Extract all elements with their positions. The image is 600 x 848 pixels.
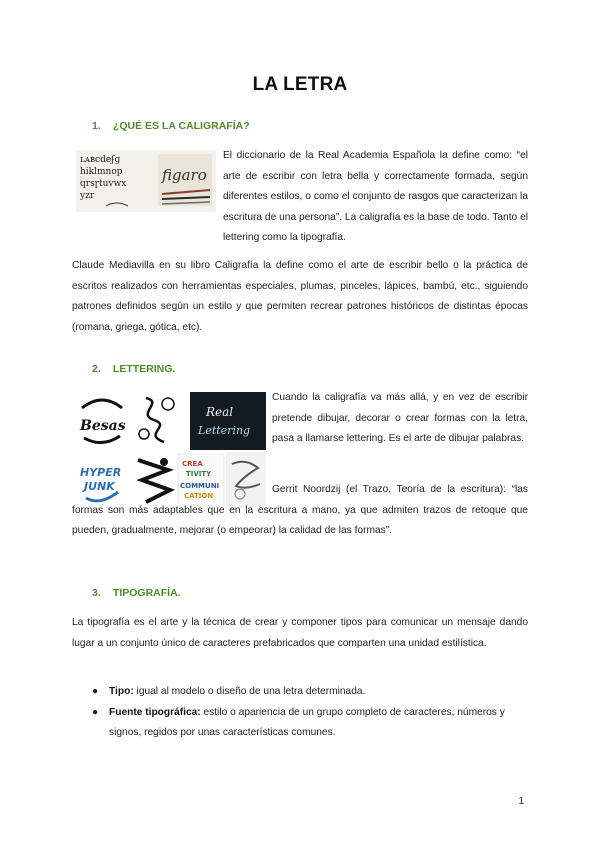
section-1-paragraph-1-wrap xyxy=(223,146,528,249)
definition-list xyxy=(92,682,528,744)
list-item xyxy=(92,703,528,744)
section-3-paragraph-1: La tipografía es el arte y la técnica de crear y componer tipos para comunicar un mensaje dando lugar a un conjunto único de caracteres prefabricados que comparten una unidad estilística. xyxy=(72,617,528,649)
calligraphy-word: figaro xyxy=(162,166,207,184)
lettering-tile-3-text-a: Real xyxy=(206,405,234,419)
bullet-icon: ● xyxy=(92,706,99,718)
calligraphy-row-3: qrsɼtuvwx xyxy=(80,179,127,189)
bullet-icon: ● xyxy=(92,686,99,697)
section-2-paragraph-1: Cuando la caligrafía va más allá, y en vez de escribir pretende dibujar, decorar o crear formas con la letra, pasa a llamarse lettering. Es el arte de dibujar palabras. xyxy=(272,392,528,445)
calligraphy-row-1: ʟᴀʙcdeʄg xyxy=(80,155,121,165)
calligraphy-illustration xyxy=(76,150,216,212)
section-1-title: ¿QUÉ ES LA CALIGRAFÍA? xyxy=(112,120,250,132)
calligraphy-row-2: hiklmnop xyxy=(80,167,123,177)
list-item-text: igual al modelo o diseño de una letra determinada. xyxy=(133,686,366,697)
calligraphy-row-4: yzr xyxy=(80,191,95,201)
section-2-paragraph-2: Gerrit Noordzij (el Trazo, Teoría de la escritura): “las formas son más adaptables que en la escritura a mano, ya que admiten trazos de retoque que pueden, gradualmente, mejorar (o empeorar) la calidad de las formas”. xyxy=(72,484,528,537)
list-item-term: Tipo: xyxy=(109,686,134,697)
lettering-tile-6-text-b: TIVITY xyxy=(186,470,212,478)
lettering-tile-6-text-c: COMMUNI xyxy=(180,482,220,490)
section-3-number: 3. xyxy=(92,587,101,599)
page-title: LA LETRA xyxy=(252,74,348,95)
list-item xyxy=(92,682,528,703)
lettering-tile-4-text-b: JUNK xyxy=(84,480,115,493)
lettering-tile-1-text: Besas xyxy=(80,418,126,434)
section-1-paragraph-1: El diccionario de la Real Academia Española la define como: “el arte de escribir con letra bella y correctamente formada, según diferentes estilos, o como el conjunto de rasgos que caracterizan la escritura de una persona”. La caligrafía es la base de todo. Tanto el lettering como la tipografía. xyxy=(223,150,528,244)
section-3-heading xyxy=(92,587,181,599)
lettering-tile-6-text-d: CATION xyxy=(184,492,214,500)
calligraphy-image xyxy=(76,150,216,212)
section-1-paragraph-2: Claude Mediavilla en su libro Caligrafía la define como el arte de escribir bello o la práctica de escritos realizados con herramientas especiales, plumas, pinceles, lápices, bambú, etc., siguiendo patrones definidos según un estilo y que permiten recrear patrones históricos de distintas épocas (romana, griega, gótica, etc). xyxy=(72,260,528,333)
lettering-tile-6-text-a: CREA xyxy=(182,460,203,468)
section-2-title: LETTERING. xyxy=(112,363,176,375)
lettering-tile-4-text-a: HYPER xyxy=(80,466,122,479)
section-2-heading xyxy=(92,363,175,375)
section-1-heading xyxy=(92,120,250,132)
list-item-text: estilo o apariencia de un grupo completo de caracteres, números y signos, regidos por unas características comunes. xyxy=(109,706,505,739)
section-1-number: 1. xyxy=(92,120,101,132)
lettering-tile-3-text-b: Lettering xyxy=(198,424,251,437)
section-3-title: TIPOGRAFÍA. xyxy=(112,587,181,599)
section-2-number: 2. xyxy=(92,363,101,375)
list-item-term: Fuente tipográfica: xyxy=(109,706,201,718)
page-number: 1 xyxy=(518,796,524,807)
